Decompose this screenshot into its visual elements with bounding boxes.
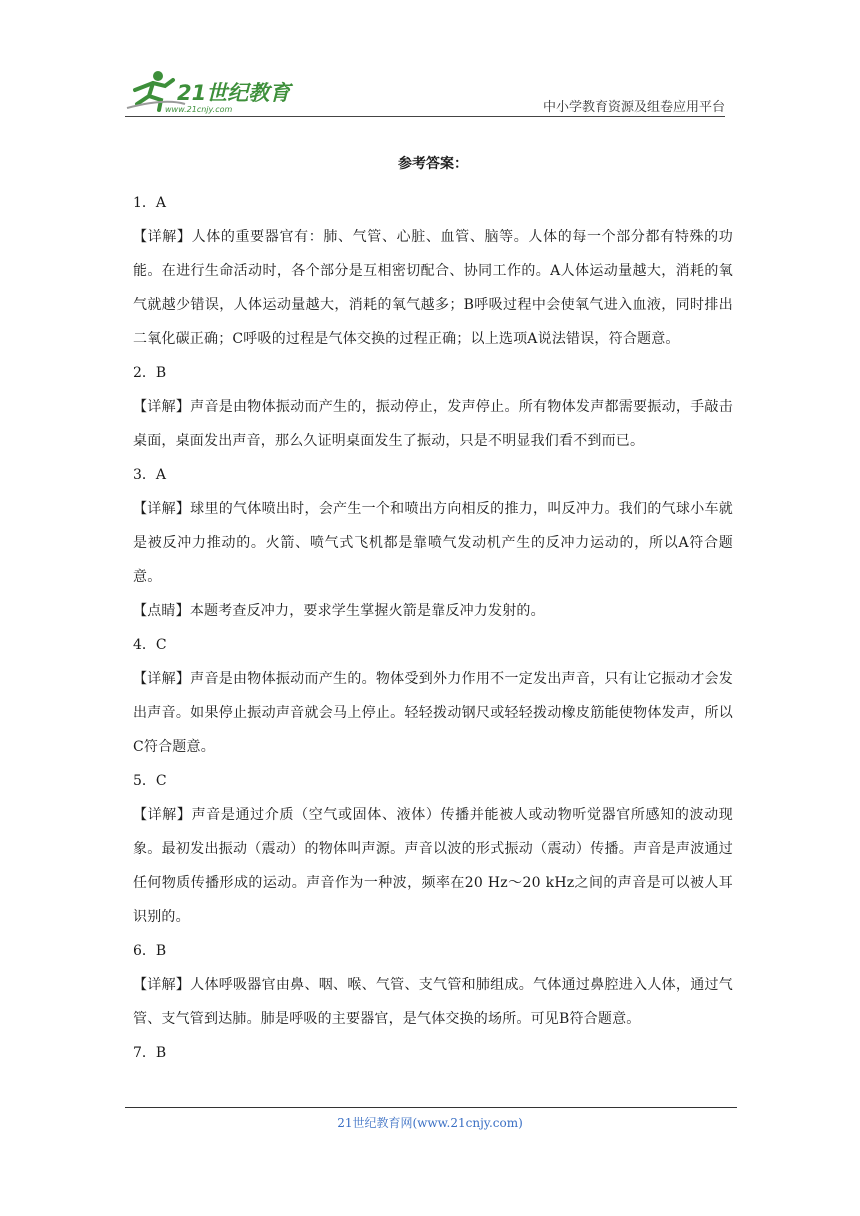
site-logo[interactable] (125, 68, 295, 114)
answer-number: 6．B (133, 943, 167, 959)
explanation-text: 人体的重要器官有：肺、气管、心脏、血管、脑等。人体的每一个部分都有特殊的功能。在进行生命活动时，各个部分是互相密切配合、协同工作的。A人体运动量越大，消耗的氧气就越少错误，人体运动量越大，消耗的氧气越多；B呼吸过程中会使氧气进入血液，同时排出二氧化碳正确；C呼吸的过程是气体交换的过程正确；以上选项A说法错误，符合题意。 (133, 229, 733, 347)
answer-explanation (133, 390, 733, 458)
header-divider (125, 116, 725, 117)
answer-number: 1．A (133, 195, 167, 211)
explanation-tag: 【详解】 (133, 977, 191, 993)
explanation-text: 人体呼吸器官由鼻、咽、喉、气管、支气管和肺组成。气体通过鼻腔进入人体，通过气管、支气管到达肺。肺是呼吸的主要器官，是气体交换的场所。可见B符合题意。 (133, 977, 733, 1027)
answer-explanation (133, 798, 733, 934)
page-header (125, 62, 725, 116)
explanation-text: 球里的气体喷出时，会产生一个和喷出方向相反的推力，叫反冲力。我们的气球小车就是被反冲力推动的。火箭、喷气式飞机都是靠喷气发动机产生的反冲力运动的，所以A符合题意。 (133, 501, 733, 585)
answer-explanation (133, 662, 733, 764)
explanation-tag: 【详解】 (133, 501, 191, 517)
answer-list (133, 186, 733, 1070)
logo-text: 21世纪教育 (177, 81, 291, 105)
footer-divider (125, 1107, 737, 1108)
explanation-tag: 【点睛】 (133, 603, 190, 619)
answer-number: 2．B (133, 365, 167, 381)
answer-explanation (133, 492, 733, 594)
platform-label: 中小学教育资源及组卷应用平台 (542, 100, 725, 115)
answer-number: 5．C (133, 773, 167, 789)
answer-explanation (133, 968, 733, 1036)
explanation-text: 声音是由物体振动而产生的，振动停止，发声停止。所有物体发声都需要振动，手敲击桌面，桌面发出声音，那么久证明桌面发生了振动，只是不明显我们看不到而已。 (133, 399, 733, 449)
explanation-text: 声音是通过介质（空气或固体、液体）传播并能被人或动物听觉器官所感知的波动现象。最初发出振动（震动）的物体叫声源。声音以波的形式振动（震动）传播。声音是声波通过任何物质传播形成的运动。声音作为一种波，频率在20 Hz～20 kHz之间的声音是可以被人耳识别的。 (133, 807, 733, 925)
explanation-text: 声音是由物体振动而产生的。物体受到外力作用不一定发出声音，只有让它振动才会发出声音。如果停止振动声音就会马上停止。轻轻拨动钢尺或轻轻拨动橡皮筋能使物体发声，所以C符合题意。 (133, 671, 733, 755)
logo-url: www.21cnjy.com (165, 105, 233, 114)
answer-explanation (133, 220, 733, 356)
explanation-tag: 【详解】 (133, 229, 192, 245)
answer-content (133, 152, 733, 1070)
page-title: 参考答案： (398, 156, 468, 172)
answer-number: 3．A (133, 467, 167, 483)
explanation-tag: 【详解】 (133, 399, 191, 415)
answer-number: 7．B (133, 1045, 167, 1061)
explanation-text: 本题考查反冲力，要求学生掌握火箭是靠反冲力发射的。 (189, 603, 545, 619)
footer-link[interactable]: 21世纪教育网(www.21cnjy.com) (337, 1116, 523, 1130)
explanation-tag: 【详解】 (133, 671, 191, 687)
answer-number: 4．C (133, 637, 167, 653)
explanation-tag: 【详解】 (133, 807, 192, 823)
answer-explanation (133, 594, 733, 628)
